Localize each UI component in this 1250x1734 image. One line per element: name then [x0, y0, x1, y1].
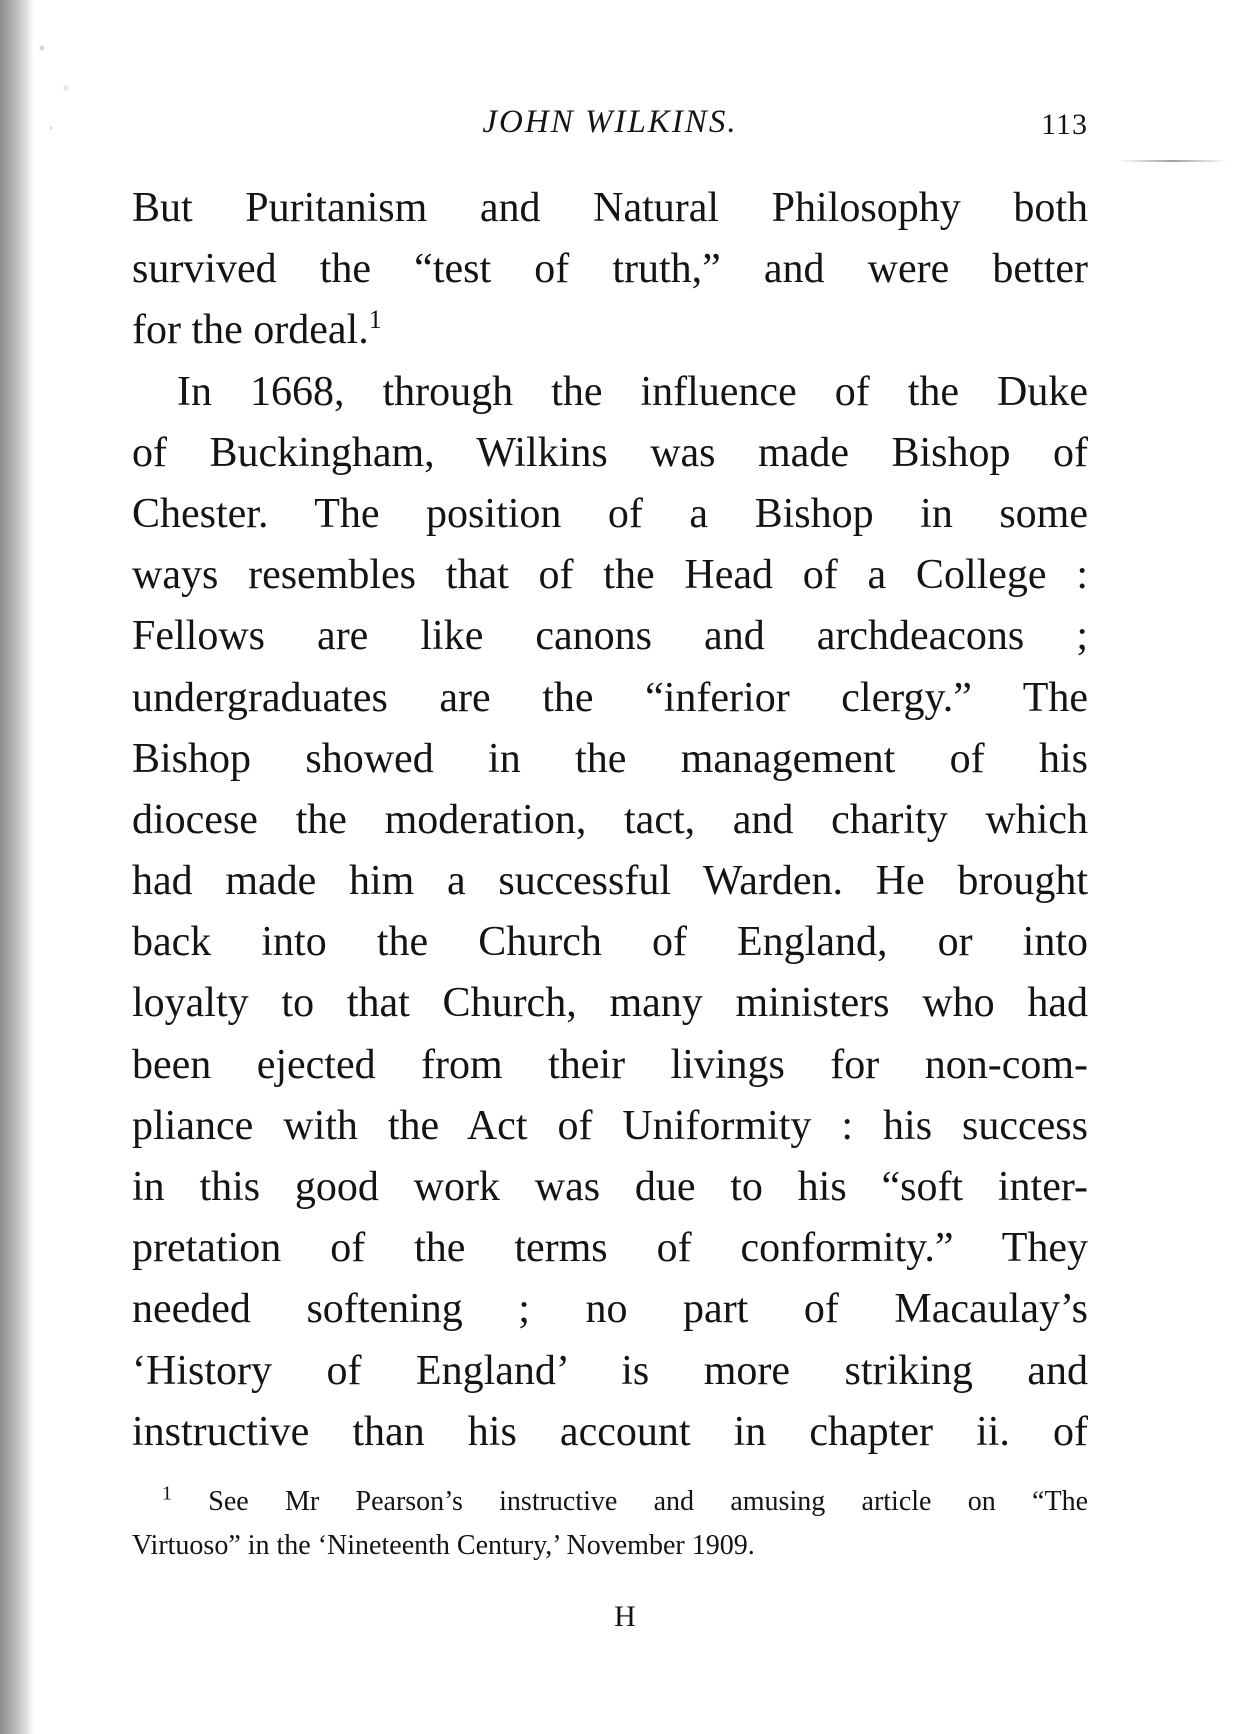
body-line: pliance with the Act of Uniformity : his success [132, 1102, 1088, 1149]
body-line: ‘History of England’ is more striking and [132, 1347, 1088, 1394]
body-line-text: for the ordeal. [132, 307, 369, 354]
body-line: instructive than his account in chapter ii. of [132, 1408, 1088, 1455]
body-line: Bishop showed in the management of his [132, 735, 1088, 782]
running-title: JOHN WILKINS. [482, 104, 738, 140]
body-line: undergraduates are the “inferior clergy.” The [132, 674, 1088, 721]
body-text [132, 178, 1088, 1463]
paper-specks [30, 0, 90, 160]
running-head [132, 104, 1088, 144]
body-line: in this good work was due to his “soft inter- [132, 1164, 1088, 1210]
footnote-reference: 1 [368, 305, 382, 335]
footnote-mark: 1 [162, 1482, 172, 1505]
body-line: back into the Church of England, or into [132, 919, 1088, 966]
body-line: pretation of the terms of conformity.” They [132, 1225, 1088, 1272]
page-gutter-shadow [0, 0, 34, 1734]
signature-mark: H [614, 1600, 636, 1633]
body-line: Chester. The position of a Bishop in some [132, 490, 1088, 537]
footnote [132, 1480, 1088, 1568]
footnote-line: Virtuoso” in the ‘Nineteenth Century,’ November 1909. [132, 1530, 755, 1561]
body-line [132, 300, 1088, 361]
body-line: needed softening ; no part of Macaulay’s [132, 1286, 1088, 1333]
body-line: had made him a successful Warden. He brought [132, 858, 1088, 905]
body-line: ways resembles that of the Head of a College : [132, 552, 1088, 599]
footnote-line [132, 1480, 1088, 1524]
body-line: loyalty to that Church, many ministers who had [132, 980, 1088, 1027]
footnote-text: See Mr Pearson’s instructive and amusing article on “The [208, 1486, 1088, 1517]
body-line: survived the “test of truth,” and were better [132, 246, 1088, 293]
body-line: But Puritanism and Natural Philosophy both [132, 185, 1088, 231]
body-line: of Buckingham, Wilkins was made Bishop of [132, 429, 1088, 476]
margin-mark [1118, 160, 1228, 162]
body-line: Fellows are like canons and archdeacons ; [132, 613, 1088, 660]
page-number: 113 [1041, 108, 1088, 141]
body-line: been ejected from their livings for non-com- [132, 1041, 1088, 1088]
body-line: diocese the moderation, tact, and charity which [132, 796, 1088, 843]
body-line: In 1668, through the influence of the Duke [177, 368, 1088, 415]
